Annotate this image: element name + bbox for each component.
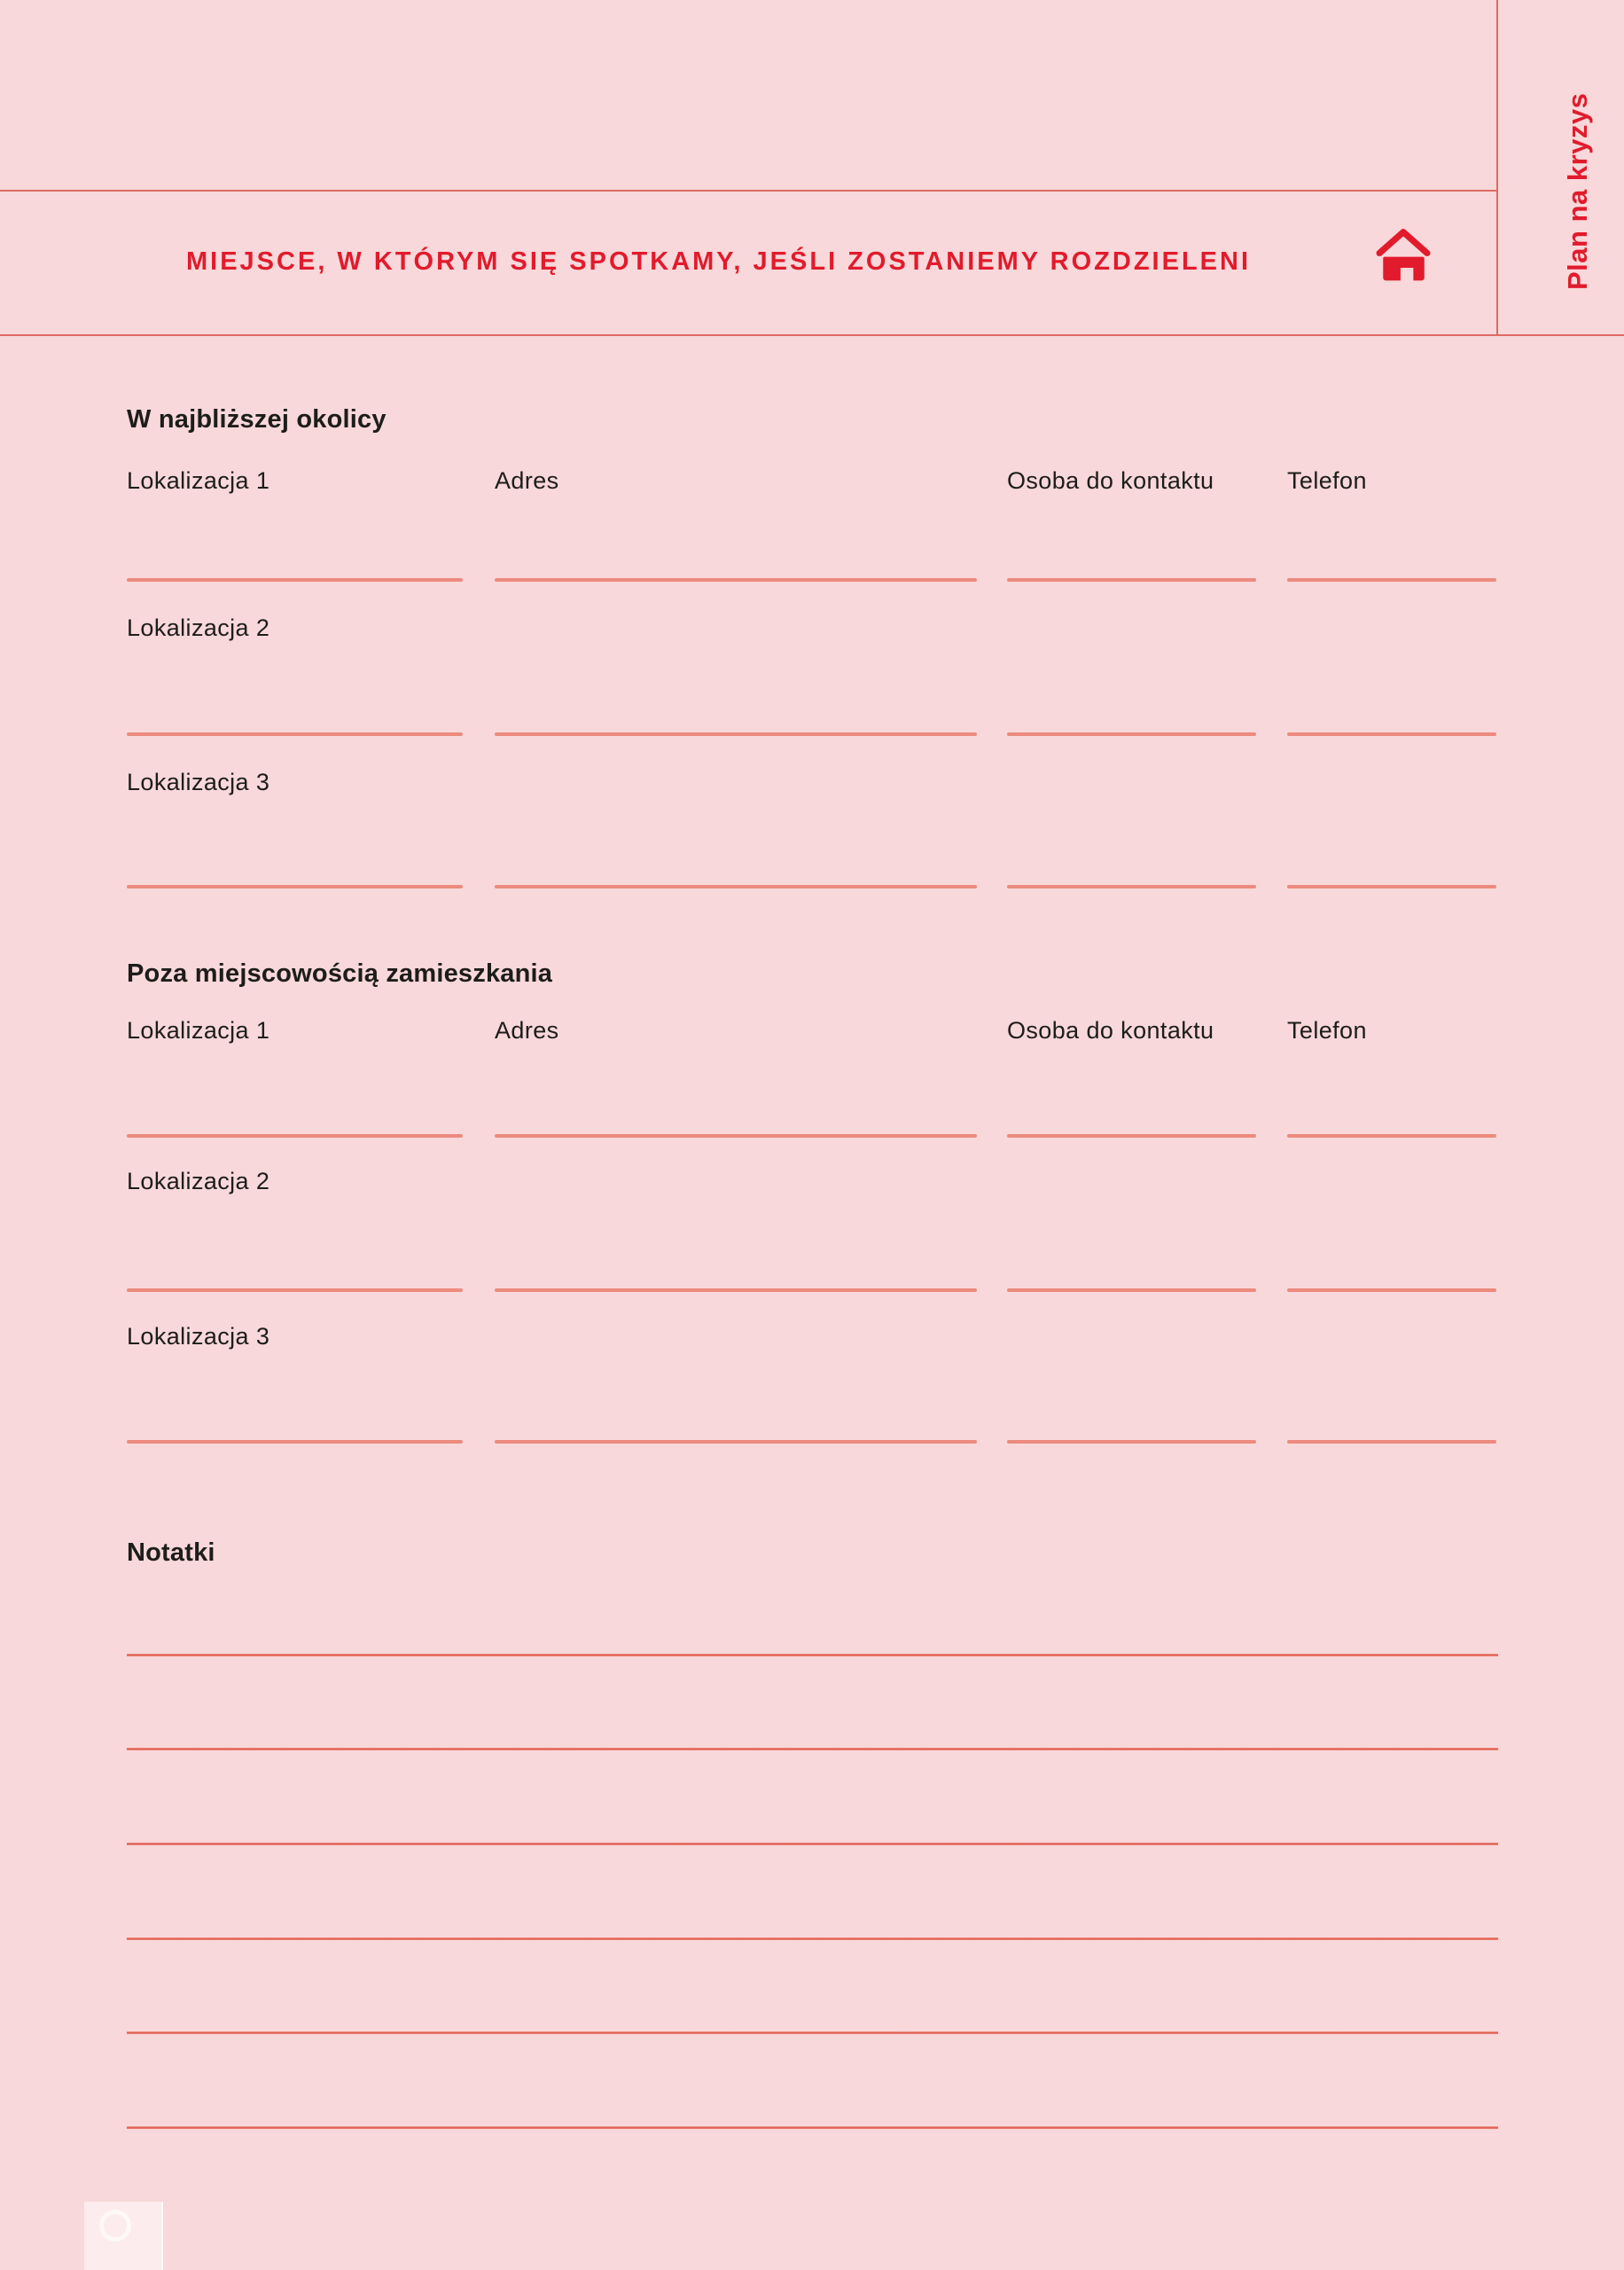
- row-label-location-2: Lokalizacja 2: [127, 1168, 270, 1194]
- field-line-phone: [1287, 578, 1496, 582]
- home-icon: [1376, 228, 1431, 282]
- column-header-contact: Osoba do kontaktu: [1007, 467, 1214, 494]
- field-line-address: [495, 578, 977, 582]
- field-line-location: [127, 732, 463, 736]
- field-line-address: [495, 1440, 977, 1444]
- field-line-address: [495, 1134, 977, 1138]
- field-line-phone: [1287, 1134, 1496, 1138]
- note-line: [127, 1937, 1498, 1940]
- note-line: [127, 1748, 1498, 1750]
- page-title: MIEJSCE, W KTÓRYM SIĘ SPOTKAMY, JEŚLI ZOSTANIEMY ROZDZIELENI: [186, 247, 1252, 276]
- field-line-contact: [1007, 732, 1256, 736]
- field-line-address: [495, 732, 977, 736]
- side-tab-label: Plan na kryzys: [1562, 92, 1593, 291]
- column-header-address: Adres: [495, 467, 559, 494]
- field-line-phone: [1287, 885, 1496, 888]
- field-line-location: [127, 1440, 463, 1444]
- field-line-phone: [1287, 1440, 1496, 1444]
- field-line-contact: [1007, 1440, 1256, 1444]
- row-label-location-3: Lokalizacja 3: [127, 769, 270, 795]
- field-line-phone: [1287, 1288, 1496, 1292]
- section-heading-out-of-town: Poza miejscowością zamieszkania: [127, 959, 553, 988]
- row-label-location-3: Lokalizacja 3: [127, 1323, 270, 1350]
- row-label-location-1: Lokalizacja 1: [127, 1017, 270, 1044]
- page-corner-artifact-ring: [99, 2210, 131, 2242]
- field-line-contact: [1007, 1134, 1256, 1138]
- side-tab-divider: [1496, 0, 1498, 336]
- column-header-phone: Telefon: [1287, 467, 1367, 494]
- field-line-address: [495, 1288, 977, 1292]
- field-line-contact: [1007, 885, 1256, 888]
- field-line-contact: [1007, 578, 1256, 582]
- field-line-location: [127, 885, 463, 888]
- field-line-contact: [1007, 1288, 1256, 1292]
- note-line: [127, 2031, 1498, 2034]
- header-rule-bottom: [0, 334, 1624, 336]
- note-line: [127, 1654, 1498, 1656]
- section-heading-nearby: W najbliższej okolicy: [127, 405, 386, 434]
- field-line-location: [127, 578, 463, 582]
- column-header-phone: Telefon: [1287, 1017, 1367, 1044]
- header-rule-top: [0, 190, 1496, 192]
- column-header-contact: Osoba do kontaktu: [1007, 1017, 1214, 1044]
- field-line-location: [127, 1134, 463, 1138]
- field-line-location: [127, 1288, 463, 1292]
- row-label-location-1: Lokalizacja 1: [127, 467, 270, 494]
- notes-heading: Notatki: [127, 1538, 215, 1567]
- column-header-address: Adres: [495, 1017, 559, 1044]
- note-line: [127, 1843, 1498, 1845]
- note-line: [127, 2126, 1498, 2129]
- row-label-location-2: Lokalizacja 2: [127, 614, 270, 641]
- field-line-phone: [1287, 732, 1496, 736]
- field-line-address: [495, 885, 977, 888]
